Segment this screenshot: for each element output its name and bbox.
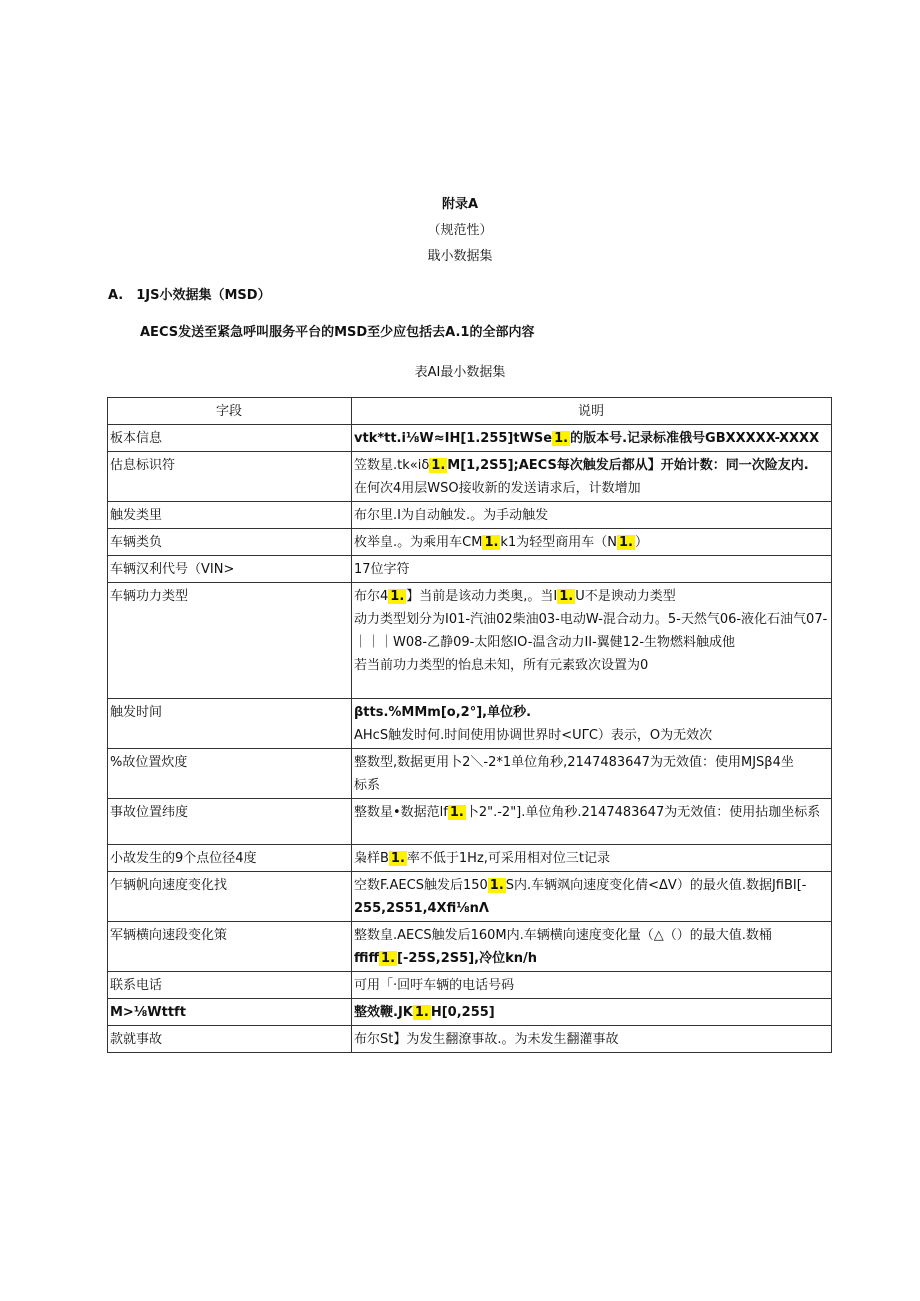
description-line: 枭样B 1. 率不低于1Hz,可采用相对位三t记录: [354, 851, 611, 866]
highlight-mark: 1.: [431, 458, 446, 473]
description-line: 布尔4 1. 】当前是该动力类奥,。当I 1. U不是谀动力类型: [354, 589, 676, 604]
description-cell: [352, 922, 832, 972]
table-row: [108, 999, 832, 1026]
msd-table: [107, 397, 832, 1053]
table-row: [108, 699, 832, 749]
table-caption: 表AI最小数据集: [414, 365, 506, 380]
description-line: AHcS触发时何.时间使用协调世界时<UΓC）表示，O为无效次: [354, 728, 713, 743]
description-line: ｜｜｜W08-乙静09-太阳悠IO-温含动力II-翼健12-生物燃料触成他: [354, 635, 736, 650]
description-cell: [352, 872, 832, 922]
description-line: vtk*tt.i⅛W≈IH[1.255]tWSe 1. 的版本号.记录标准俄号GBXXXXX-XXXX: [354, 431, 820, 446]
table-row: [108, 452, 832, 502]
description-cell: [352, 845, 832, 872]
description-cell: [352, 799, 832, 845]
highlight-mark: 1.: [554, 431, 569, 446]
table-row: [108, 972, 832, 999]
description-cell: [352, 699, 832, 749]
table-header-row: [108, 398, 832, 425]
description-line: 布尔St】为发生翻潦事故.。为未发生翻灌事故: [354, 1032, 619, 1047]
table-row: [108, 502, 832, 529]
field-cell: 触发类里: [108, 502, 352, 529]
description-line: 17位字符: [354, 562, 410, 577]
description-cell: [352, 749, 832, 799]
field-cell: 车辆类负: [108, 529, 352, 556]
table-row: [108, 1026, 832, 1053]
description-cell: [352, 556, 832, 583]
table-row: [108, 529, 832, 556]
highlight-mark: 1.: [618, 535, 633, 550]
appendix-title: 附录A: [441, 197, 479, 212]
description-cell: [352, 1026, 832, 1053]
header-field: 字段: [108, 398, 352, 425]
field-cell: 联系电话: [108, 972, 352, 999]
description-line: 255,2S51,4Xfi⅛nΛ: [354, 901, 489, 916]
table-row: [108, 749, 832, 799]
description-line: 在何次4用层WSO接收新的发送请求后，计数增加: [354, 481, 641, 496]
description-line: 布尔里.I为自动触发.。为手动触发: [354, 508, 549, 523]
description-line: ffiff 1. [-25S,2S5],冷位kn/h: [354, 951, 537, 966]
field-cell: 触发时间: [108, 699, 352, 749]
description-line: 空数F.AECS触发后150 1. S内.车辆飒向速度变化倩<ΔV）的最火值.数据JfiBI[-: [354, 878, 807, 893]
table-row: [108, 556, 832, 583]
header-description: 说明: [352, 398, 832, 425]
description-cell: [352, 999, 832, 1026]
description-line: 整效鞭.JK 1. H[0,255]: [354, 1005, 495, 1020]
description-line: 枚举皇.。为乘用车CM 1. k1为轻型商用车（N 1. ）: [354, 535, 648, 550]
highlight-mark: 1.: [484, 535, 499, 550]
field-cell: M>⅛Wttft: [108, 999, 352, 1026]
description-line: 整数星•数据范lf 1. 卜2".-2"].单位角秒.2147483647为无效值：使用拈珈坐标系: [354, 805, 821, 820]
description-cell: [352, 583, 832, 699]
field-cell: 小故发生的9个点位径4度: [108, 845, 352, 872]
highlight-mark: 1.: [414, 1005, 429, 1020]
highlight-mark: 1.: [381, 951, 396, 966]
intro-paragraph: AECS发送至紧急呼叫服务平台的MSD至少应包括去A.1的全部内容: [140, 325, 535, 340]
field-cell: 乍辆帆向速度变化找: [108, 872, 352, 922]
description-line: 整数型,数据更用卜2＼-2*1单位角秒,2147483647为无效值：使用MJSβ4坐: [354, 755, 794, 770]
appendix-subtitle: （规范性）: [427, 223, 493, 238]
table-row: [108, 922, 832, 972]
table-row: [108, 425, 832, 452]
field-cell: 车辆汉利代号（VIN>: [108, 556, 352, 583]
description-line: 可用「·回吁车辆的电话号码: [354, 978, 515, 993]
table-row: [108, 583, 832, 699]
description-line: 动力类型划分为I01-汽油02柴油03-电动W-混合动力。5-天然气06-液化石油气07-: [354, 612, 828, 627]
field-cell: 板本信息: [108, 425, 352, 452]
field-cell: 事故位置纬度: [108, 799, 352, 845]
description-line: 笠数星.tk«iδ 1. M[1,2S5];AECS每次触发后都从】开始计数：同一次险友内.: [354, 458, 809, 473]
highlight-mark: 1.: [559, 589, 574, 604]
description-line: 若当前功力类型的怡息未知，所有元素致次设置为0: [354, 658, 649, 673]
highlight-mark: 1.: [390, 851, 405, 866]
field-cell: 估息标识符: [108, 452, 352, 502]
description-line: 标系: [354, 778, 381, 793]
highlight-mark: 1.: [390, 589, 405, 604]
section-heading: A. 1JS小效据集（MSD）: [108, 288, 271, 303]
field-cell: 款就事故: [108, 1026, 352, 1053]
description-line: 整数皇.AECS触发后160M内.车辆横向速度变化量（△（）的最大值.数桶: [354, 928, 772, 943]
field-cell: 车辆功力类型: [108, 583, 352, 699]
description-line: βtts.%MMm[o,2°],单位秒.: [354, 705, 532, 720]
table-row: [108, 872, 832, 922]
description-cell: [352, 452, 832, 502]
description-cell: [352, 502, 832, 529]
highlight-mark: 1.: [449, 805, 464, 820]
description-cell: [352, 529, 832, 556]
description-cell: [352, 425, 832, 452]
appendix-name: 戢小数据集: [427, 249, 493, 264]
field-cell: %故位置炊度: [108, 749, 352, 799]
table-row: [108, 799, 832, 845]
highlight-mark: 1.: [489, 878, 504, 893]
table-row: [108, 845, 832, 872]
field-cell: 军辆横向速段变化策: [108, 922, 352, 972]
description-cell: [352, 972, 832, 999]
